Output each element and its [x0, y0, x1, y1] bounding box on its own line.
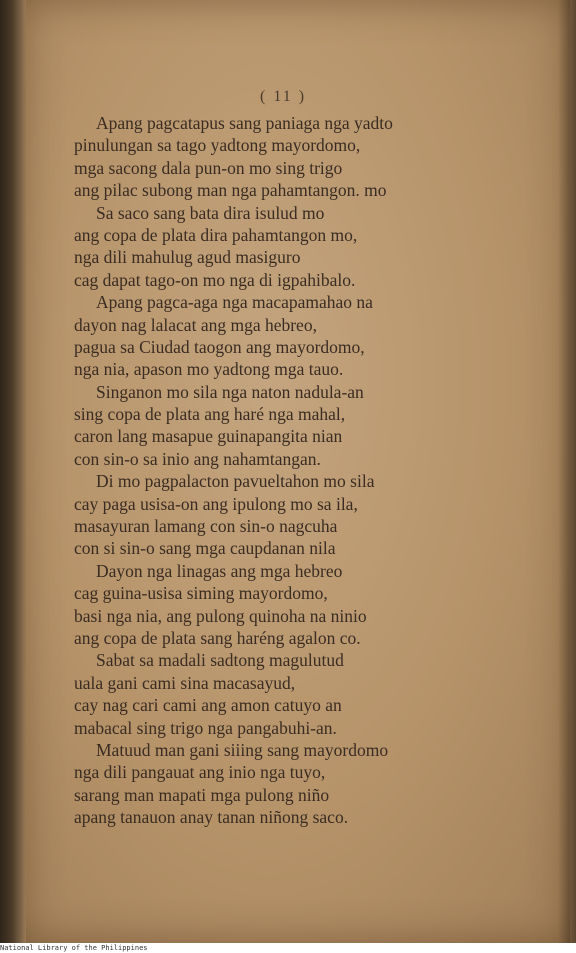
- text-line: Matuud man gani siiing sang mayordomo: [96, 739, 389, 760]
- text-line: caron lang masapue guinapangita nian: [74, 426, 343, 447]
- text-line: sing copa de plata ang haré nga mahal,: [74, 404, 346, 425]
- text-line: uala gani cami sina macasayud,: [74, 672, 296, 693]
- text-line: apang tanauon anay tanan niñong saco.: [74, 807, 349, 828]
- text-line: cay nag cari cami ang amon catuyo an: [74, 695, 342, 716]
- page-number: ( 11 ): [260, 88, 307, 105]
- text-line: Di mo pagpalacton pavueltahon mo sila: [96, 471, 375, 492]
- poem-text: [74, 112, 524, 829]
- library-credit: National Library of the Philippines: [0, 944, 148, 952]
- text-line: ang copa de plata sang haréng agalon co.: [74, 627, 361, 648]
- text-line: con sin-o sa inio ang nahamtangan.: [74, 448, 321, 469]
- text-line: nga nia, apason mo yadtong mga tauo.: [74, 359, 344, 380]
- text-line: masayuran lamang con sin-o nagcuha: [74, 516, 338, 537]
- text-line: ang copa de plata dira pahamtangon mo,: [74, 224, 358, 245]
- text-line: Apang pagcatapus sang paniaga nga yadto: [96, 113, 393, 133]
- text-line: mabacal sing trigo nga pangabuhi-an.: [74, 717, 337, 738]
- text-line: Dayon nga linagas ang mga hebreo: [96, 560, 343, 581]
- text-line: sarang man mapati mga pulong niño: [74, 784, 330, 805]
- text-line: Sabat sa madali sadtong magulutud: [96, 650, 344, 671]
- text-line: cag dapat tago-on mo nga di igpahibalo.: [74, 269, 356, 290]
- text-line: cay paga usisa-on ang ipulong mo sa ila,: [74, 493, 358, 514]
- book-spine: [0, 0, 26, 943]
- text-line: mga sacong dala pun-on mo sing trigo: [74, 157, 343, 178]
- text-line: nga dili pangauat ang inio nga tuyo,: [74, 762, 326, 783]
- text-line: dayon nag lalacat ang mga hebreo,: [74, 314, 317, 335]
- text-line: ang pilac subong man nga pahamtangon. mo: [74, 180, 387, 201]
- text-line: pagua sa Ciudad taogon ang mayordomo,: [74, 336, 365, 357]
- text-line: cag guina-usisa siming mayordomo,: [74, 583, 328, 604]
- text-line: Apang pagca-aga nga macapamahao na: [96, 292, 373, 313]
- text-line: nga dili mahulug agud masiguro: [74, 247, 301, 268]
- text-line: Sa saco sang bata dira isulud mo: [96, 202, 325, 223]
- text-line: pinulungan sa tago yadtong mayordomo,: [74, 135, 361, 156]
- text-line: basi nga nia, ang pulong quinoha na ninio: [74, 605, 367, 626]
- text-line: con si sin-o sang mga caupdanan nila: [74, 538, 336, 559]
- page-edge-shadow: [558, 0, 576, 943]
- text-line: Singanon mo sila nga naton nadula-an: [96, 381, 364, 402]
